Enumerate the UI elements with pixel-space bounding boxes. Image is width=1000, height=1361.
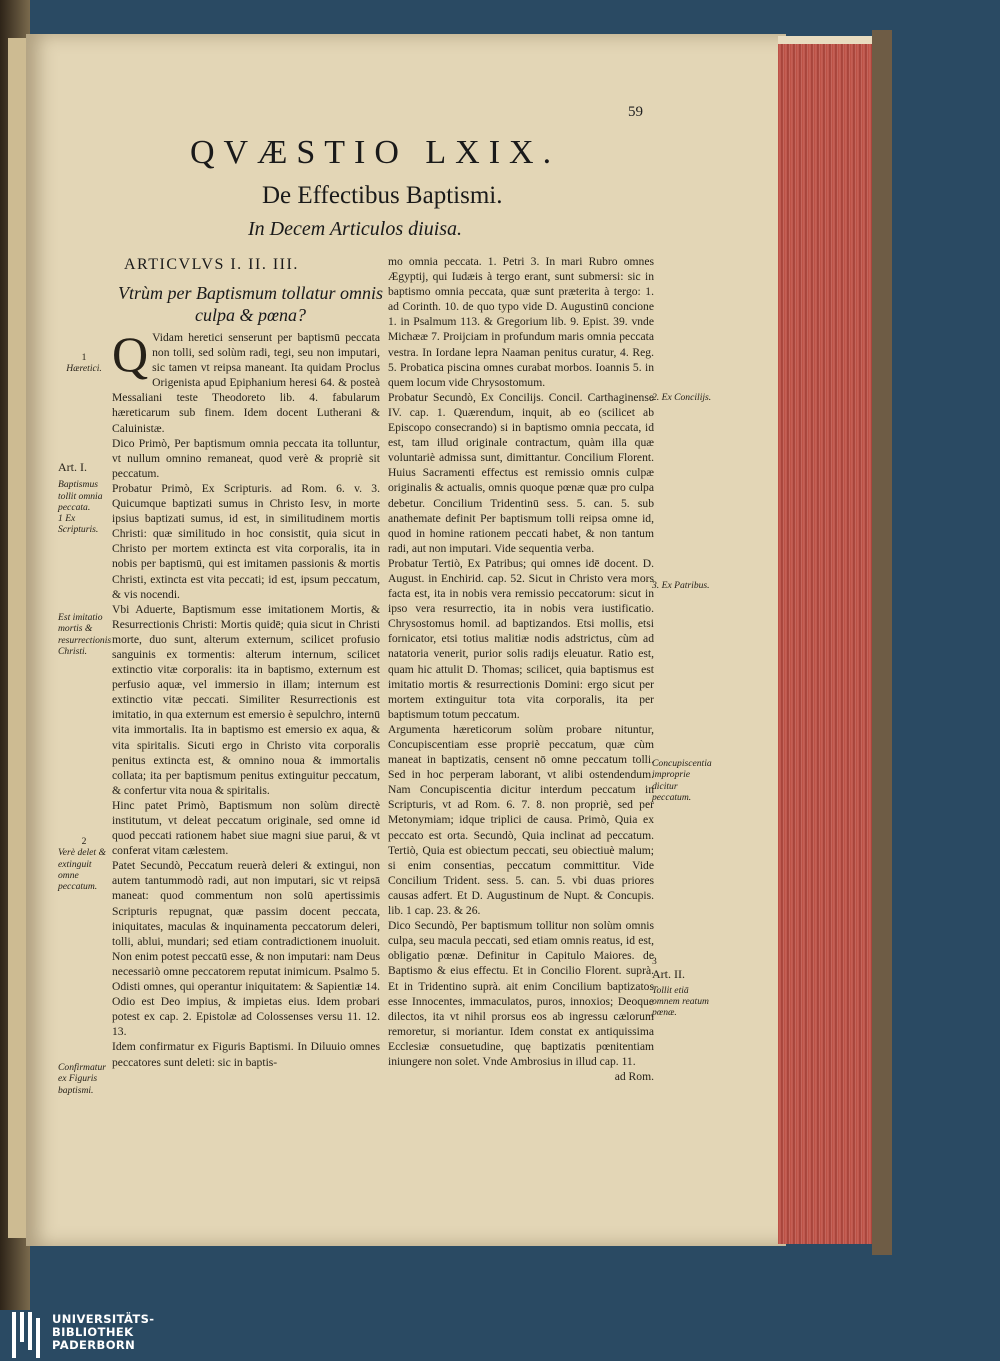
division-note: In Decem Articulos diuisa. [248, 218, 463, 240]
library-name-line: BIBLIOTHEK [52, 1325, 134, 1339]
paragraph: Probatur Secundò, Ex Concilijs. Concil. Carthaginense IV. cap. 1. Quærendum, inquit, ab eo (scilicet ab Episcopo consecrando) si in baptismo omnia peccata, id est, tam illud originale contractum, quàm illa quæ voluntariè admissa sunt, dimittantur. Concilium Florent. Huius Sacramenti effectus est remissio omnis culpæ originalis & actualis, omnis quoque pœnæ quæ pro culpa debetur. Concilium Tridentinū sess. 5. can. 5. sub anathemate definit Per baptismum tolli reipsa omne id, quod in homine rationem peccati habet, & non tantum radi, aut non imputari. Vide sequentia verba. [388, 390, 654, 555]
red-page-edges [778, 44, 876, 1244]
margin-note: 3. Ex Patribus. [652, 580, 710, 591]
right-column [388, 254, 654, 1084]
margin-note [58, 462, 110, 536]
margin-note: Concupiscentia improprie dicitur peccatum. [652, 758, 712, 803]
paragraph: Idem confirmatur ex Figuris Baptismi. In Diluuio omnes peccatores sunt deleti: sic in baptis- [112, 1040, 380, 1069]
margin-number: 3 [652, 956, 657, 967]
paragraph [112, 326, 380, 436]
margin-text: Verè delet & extinguit omne peccatum. [58, 847, 106, 893]
library-name-line: PADERBORN [52, 1338, 136, 1352]
book-cover-edge [872, 30, 892, 1255]
margin-text: Hæretici. [66, 363, 102, 375]
article-question: Vtrùm per Baptismum tollatur omnis culpa & pœna? [118, 283, 384, 325]
margin-heading: Art. I. [58, 460, 87, 474]
drop-cap: Q [112, 326, 149, 382]
paragraph: mo omnia peccata. 1. Petri 3. In mari Rubro omnes Ægyptij, qui Iudæis à tergo erant, sunt submersi: sic in baptismo omnia peccata, quæ sunt præterita à tergo: 1. ad Corinth. 10. de quo typo vide D. Augustinū concione 1. in Psalmum 113. & Gregorium lib. 9. Epist. 39. vnde Michææ 7. Proijciam in profundum maris omnia peccata vestra. In Iordane lepra Naaman penitus curatur, 4. Reg. 5. Probatica piscina omnes curabat morbos. Ioannis 5. in quem locum vide Chrysostomum. [388, 255, 654, 389]
margin-text: Tollit etiā omnem reatum pœnæ. [652, 984, 709, 1019]
paragraph-text: Vidam heretici senserunt per baptismū peccata non tolli, sed solùm radi, tegi, seu non imputari, sic tamen vt reipsa maneant. Ita quidam Proclus Origenista apud Epiphanium heresi 64. & posteà Messaliani teste Theodoreto lib. 4. fabularum hæreticarum sub finem. Idem docent Lutherani & Caluinistæ. [112, 331, 380, 435]
margin-number: 1 [81, 352, 87, 363]
margin-note [652, 956, 712, 1018]
paragraph: Vbi Aduerte, Baptismum esse imitationem Mortis, & Resurrectionis Christi: Mortis quidē; quia sicut in Christi morte, duo sunt, alterum externum, scilicet profusio sanguinis ex tormentis: alterum internum, scilicet extinctio vitæ corporalis: ita in baptismo, externum est perfusio aquæ, vel immersio in illam; internum est extinctio vitæ peccati. Similiter Resurrectionis est imitatio, in qua externum est emersio è sepulchro, internū vita immortalis. Ita in baptismo est emersio ex aqua, & vita spiritalis. Sicuti ergo in Christo vita corporalis penitus extincta est, & omnino noua & immortalis collata; ita per baptismum penitus extinguitur peccatum, & confertur vita noua & spiritalis. [112, 602, 380, 797]
paragraph: Probatur Primò, Ex Scripturis. ad Rom. 6. v. 3. Quicumque baptizati sumus in Christo Iesv, in morte ipsius baptizati sumus, id est, in similitudinem mortis Christi: quæ similitudo in hoc consistit, quia sicut in Christo per mortem extincta est vita corporalis, ita in nobis per baptismū, qui est imitamen passionis & mortis Christi, extincta est vita peccati; id est, ipsum peccatum, & vis nocendi. [112, 481, 380, 601]
question-title: QVÆSTIO LXIX. [190, 134, 561, 171]
library-name-line: UNIVERSITÄTS- [52, 1312, 155, 1326]
margin-number: 2 [81, 836, 87, 847]
library-logo-icon [12, 1312, 46, 1358]
paragraph: Argumenta hæreticorum solùm probare nituntur, Concupiscentiam esse propriè peccatum, quæ cùm maneat in baptizatis, censent nō omne peccatum tolli. Sed in hoc perperam laborant, vt alibi ostendendum. Nam Concupiscentia dicitur interdum peccatum in Scripturis, vt ad Rom. 6. 7. 8. non propriè, sed per Metonymiam; idque triplici de causa. Primò, Quia ex peccato est orta. Secundò, Quia inclinat ad peccatum. Tertiò, Quia est obiectum peccati, seu obiectiuè malum; si enim consentias, peccatum committitur. Vide Concilium Trident. sess. 5. can. 5. vbi duas priores causas adfert. Et D. Augustinum de Nupt. & Concupis. lib. 1 cap. 23. & 26. [388, 722, 654, 918]
paragraph: Patet Secundò, Peccatum reuerà deleri & extingui, non autem tantummodò radi, aut non imputari, sic vt reipsā maneat: quod commentum non solū apertissimis Scripturis repugnat, quæ passim docent peccata, iniquitates, maculas & inquinamenta peccatorum deleri, tolli, ablui, mundari; sed etiam contradictionem inuoluit. Non enim potest peccatū esse, & non imputari: nam Deus necessariò omne peccatorem reputat inimicum. Psalmo 5. Odisti omnes, qui operantur iniquitatem: & Sapientiæ 14. Odio est Deo impius, & impietas eius. Idem probari potest ex cap. 2. Epistolæ ad Colossenses versu 11. 12. 13. [112, 859, 380, 1039]
margin-note [58, 836, 110, 892]
catchword: ad Rom. [614, 1070, 654, 1084]
paragraph: Dico Primò, Per baptismum omnia peccata ita tolluntur, vt nullum omnino remaneat, quod verè & propriè sit peccatum. [112, 436, 380, 480]
article-heading: ARTICVLVS I. II. III. [124, 256, 299, 273]
margin-note: Confirmatur ex Figuris baptismi. [58, 1062, 106, 1096]
margin-note: Est imitatio mortis & resurrectionis Christi. [58, 612, 112, 657]
question-subtitle: De Effectibus Baptismi. [262, 182, 503, 209]
library-name [52, 1313, 154, 1352]
margin-note [58, 352, 110, 375]
left-column [112, 326, 380, 1070]
margin-text: Baptismus tollit omnia peccata. [58, 479, 103, 513]
margin-heading: Art. II. [652, 967, 685, 982]
margin-text: 1 Ex Scripturis. [58, 513, 99, 536]
page-number: 59 [628, 104, 643, 120]
paragraph: Dico Secundò, Per baptismum tollitur non solùm omnis culpa, seu macula peccati, sed etiam omnis reatus, id est, obligatio pœnæ. Definitur in Capitulo Maiores. de Baptismo & eius effectu. Et in Concilio Florent. suprà. Et in Tridentino suprà. ait enim Concilium baptizatos esse Innocentes, immaculatos, puros, innoxios; Deoque dilectos, ita vt nihil prorsus eos ab ingressu cælorum remoretur, si moriantur. Idem constat ex antiquissima Ecclesiæ consuetudine, quę baptizatis pœnitentiam iniungere non solet. Vnde Ambrosius in illud cap. 11. [388, 919, 654, 1068]
paragraph: Probatur Tertiò, Ex Patribus; qui omnes idē docent. D. August. in Enchirid. cap. 52. Sicut in Christo vera mors facta est, ita in nobis vera remissio peccatorum: sicut in ipso vera resurrectio, ita in nobis vera iustificatio. Chrysostomus homil. ad baptizandos. Etsi mollis, etsi fornicator, etsi totius malitiæ nodis adstrictus, cùm ad natatoria venerit, purior solis radijs eleuatur. Ratio est, quam hic attulit D. Thomas; scilicet, quia baptismus est imitatio mortis & resurrectionis Domini: ergo sicut per mortem extinguitur tota vita corporalis, ita per baptismum totum peccatum. [388, 556, 654, 721]
margin-note: 2. Ex Concilijs. [652, 392, 712, 403]
paragraph: Hinc patet Primò, Baptismum non solùm directè institutum, vt deleat peccatum originale, sed omne id quod peccati rationem habet siue magni siue parui, & vt conferat vitam cælestem. [112, 798, 380, 858]
